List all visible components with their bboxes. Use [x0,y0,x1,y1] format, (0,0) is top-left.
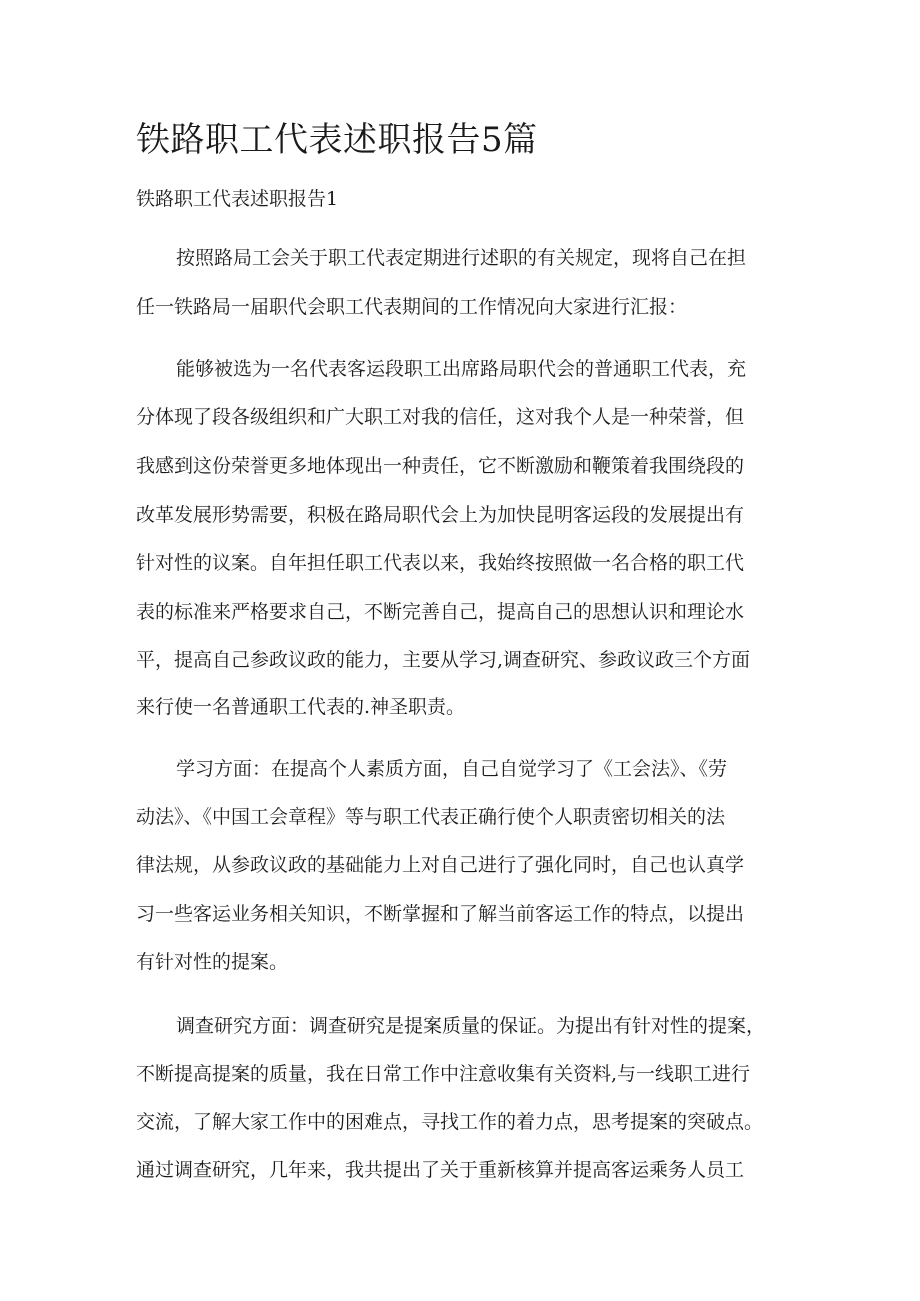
paragraph-line: 交流，了解大家工作中的困难点，寻找工作的着力点，思考提案的突破点。 [136,1111,764,1133]
paragraph-line: 学习方面：在提高个人素质方面，自己自觉学习了《工会法》、《劳 [176,758,728,780]
paragraph-line: 动法》、《中国工会章程》等与职工代表正确行使个人职责密切相关的法 [136,806,726,828]
paragraph-line: 习一些客运业务相关知识，不断掌握和了解当前客运工作的特点，以提出 [136,903,745,925]
paragraph-line: 有针对性的提案。 [136,951,289,973]
paragraph-line: 来行使一名普通职工代表的.神圣职责。 [136,696,466,718]
paragraph-line: 通过调查研究，几年来，我共提出了关于重新核算并提高客运乘务人员工 [136,1159,745,1181]
paragraph-line: 针对性的议案。自年担任职工代表以来，我始终按照做一名合格的职工代 [136,552,745,574]
paragraph-line: 按照路局工会关于职工代表定期进行述职的有关规定，现将自己在担 [176,247,747,269]
paragraph-line: 平，提高自己参政议政的能力，主要从学习,调查研究、参政议政三个方面 [136,649,751,671]
paragraph-line: 改革发展形势需要，积极在路局职代会上为加快昆明客运段的发展提出有 [136,504,745,526]
document-title: 铁路职工代表述职报告5篇 [136,120,538,160]
paragraph-line: 表的标准来严格要求自己，不断完善自己，提高自己的思想认识和理论水 [136,601,745,623]
paragraph-line: 任一铁路局一届职代会职工代表期间的工作情况向大家进行汇报： [136,296,688,318]
paragraph-line: 律法规，从参政议政的基础能力上对自己进行了强化同时，自己也认真学 [136,854,745,876]
paragraph-line: 调查研究方面：调查研究是提案质量的保证。为提出有针对性的提案， [176,1015,766,1037]
paragraph-line: 分体现了段各级组织和广大职工对我的信任，这对我个人是一种荣誉，但 [136,406,745,428]
paragraph-line: 不断提高提案的质量，我在日常工作中注意收集有关资料,与一线职工进行 [136,1063,751,1085]
document-subtitle: 铁路职工代表述职报告1 [136,188,339,210]
paragraph-line: 我感到这份荣誉更多地体现出一种责任，它不断激励和鞭策着我围绕段的 [136,455,745,477]
paragraph-line: 能够被选为一名代表客运段职工出席路局职代会的普通职工代表，充 [176,358,747,380]
